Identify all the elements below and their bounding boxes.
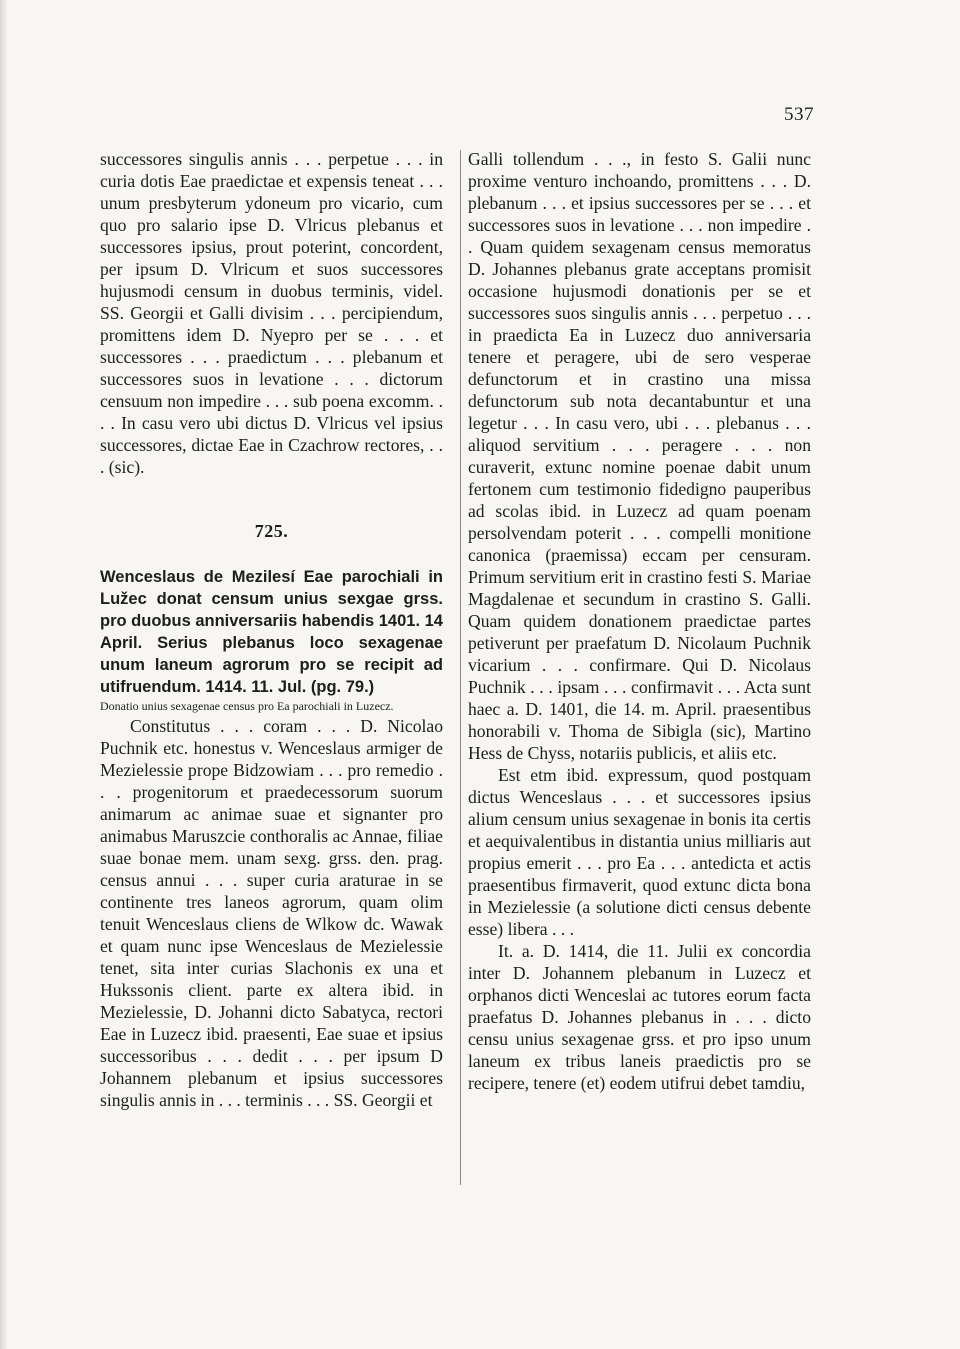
page-number: 537	[784, 104, 814, 125]
document-summary: Donatio unius sexagenae census pro Ea parochiali in Luzecz.	[100, 699, 394, 713]
right-paragraph-1: Galli tollendum . . ., in festo S. Galii nunc proxime venturo inchoando, promittens . . . D. plebanum . . . et ipsius successores per se . . . et successores suos in levatione . . . non impedire . . Quam quidem sexagenam census memoratus D. Johannes plebanus grate acceptans promisit occasione hujusmodi donationis per se et successores suos singulis annis . . . perpetuo . . . in praedicta Ea in Luzecz duo anniversaria tenere et peragere, ubi de sero vesperae defunctorum et in crastino una missa defunctorum sub nota decantabuntur et una legetur . . . In casu vero, ubi . . . plebanus . . . aliquod servitium . . . peragere . . . non curaverit, extunc nomine poenae dabit unum fertonem cum testimonio fidedigno pauperibus ad scolas ibid. in Luzecz ad quam poenam persolvendam poterit . . . compelli monitione canonica (praemissa) eccam per censuram. Primum servitium erit in crastino festi S. Mariae Magdalenae et secundum in crastino S. Galli. Quam quidem donationem praedictae partes petiverunt per praefatum D. Nicolaum Puchnik vicarium . . . confirmare. Qui D. Nicolaus Puchnik . . . ipsam . . . confirmavit . . . Acta sunt haec a. D. 1401, die 14. m. April. praesentibus honorabili v. Thoma de Sibigla (sic), Martino Hess de Chyss, notariis publicis, et aliis etc.	[468, 149, 811, 763]
right-paragraph-2: Est etm ibid. expressum, quod postquam dictus Wenceslaus . . . et successores ipsius alium censum unius sexagenae in bonis ita certis et aequivalentibus in distantia unius milliaris aut propius emerit . . . pro Ea . . . antedicta et actis praesentibus firmaverit, quod extunc dicta bona in Mezielessie (a solutione dicti census debente esse) libera . . .	[468, 765, 811, 939]
page-edge-shadow	[0, 0, 8, 1349]
continuation-paragraph: successores singulis annis . . . perpetue . . . in curia dotis Eae praedictae et expensis teneat . . . unum presbyterum ydoneum pro vicario, cum quo pro salario ipse D. Vlricus plebanus et successores ipsius, prout poterint, concordent, per ipsum D. Vlricum et suos successores hujusmodi censum in duobus terminis, videl. SS. Georgii et Galli divisim . . . percipiendum, promittens idem D. Nyepro per se . . . et successores . . . praedictum . . . plebanum et successores suos in levatione . . . dictorum censuum non impedire . . . sub poena excomm. . . . In casu vero ubi dictus D. Vlricus vel ipsius successores, dictae Eae in Czachrow rectores, . . . (sic).	[100, 149, 443, 477]
body-paragraph: Constitutus . . . coram . . . D. Nicolao Puchnik etc. honestus v. Wenceslaus armiger de Mezielessie prope Bidzowiam . . . pro remedio . . . progenitorum et praedecessorum suorum animarum ac animae suae et signanter pro animabus Maruszcie conthoralis ac Annae, filiae suae bonae mem. unam sexg. grss. den. prag. census annui . . . super curia araturae in se continente tres laneos agrorum, quam olim tenuit Wenceslaus cliens de Wlkow dc. Wawak et quam nunc ipse Wenceslaus de Mezielessie tenet, sita inter curias Slachonis ex una et Hukssonis client. parte ex altera ibid. in Mezielessie, D. Johanni dicto Sabatyca, rectori Eae in Luzecz ibid. praesenti, Eae suae et ipsius successoribus . . . dedit . . . per ipsum D Johannem plebanum et ipsius successores singulis annis in . . . terminis . . . SS. Georgii et	[100, 716, 443, 1110]
document-heading: Wenceslaus de Mezilesí Eae parochiali in Lužec donat censum unius sexgae grss. pro duobus anniversariis habendis 1401. 14 April. Serius plebanus loco sexagenae unum laneum agrorum pro se recipit ad utifruendum. 1414. 11. Jul. (pg. 79.)	[100, 568, 443, 696]
column-divider	[460, 150, 461, 1185]
right-column	[468, 148, 811, 1094]
document-number: 725.	[254, 521, 289, 541]
right-paragraph-3: It. a. D. 1414, die 11. Julii ex concordia inter D. Johannem plebanum in Luzecz et orphanos dicti Wenceslai ac tutores eorum facta praefatus D. Johannes plebanus in . . . dicto censu unius sexagenae grss. et pro ipso unum laneum ex tribus laneis praedictis pro se recipere, tenere (et) eodem utifrui debet tamdiu,	[468, 941, 811, 1093]
left-column	[100, 148, 443, 1111]
